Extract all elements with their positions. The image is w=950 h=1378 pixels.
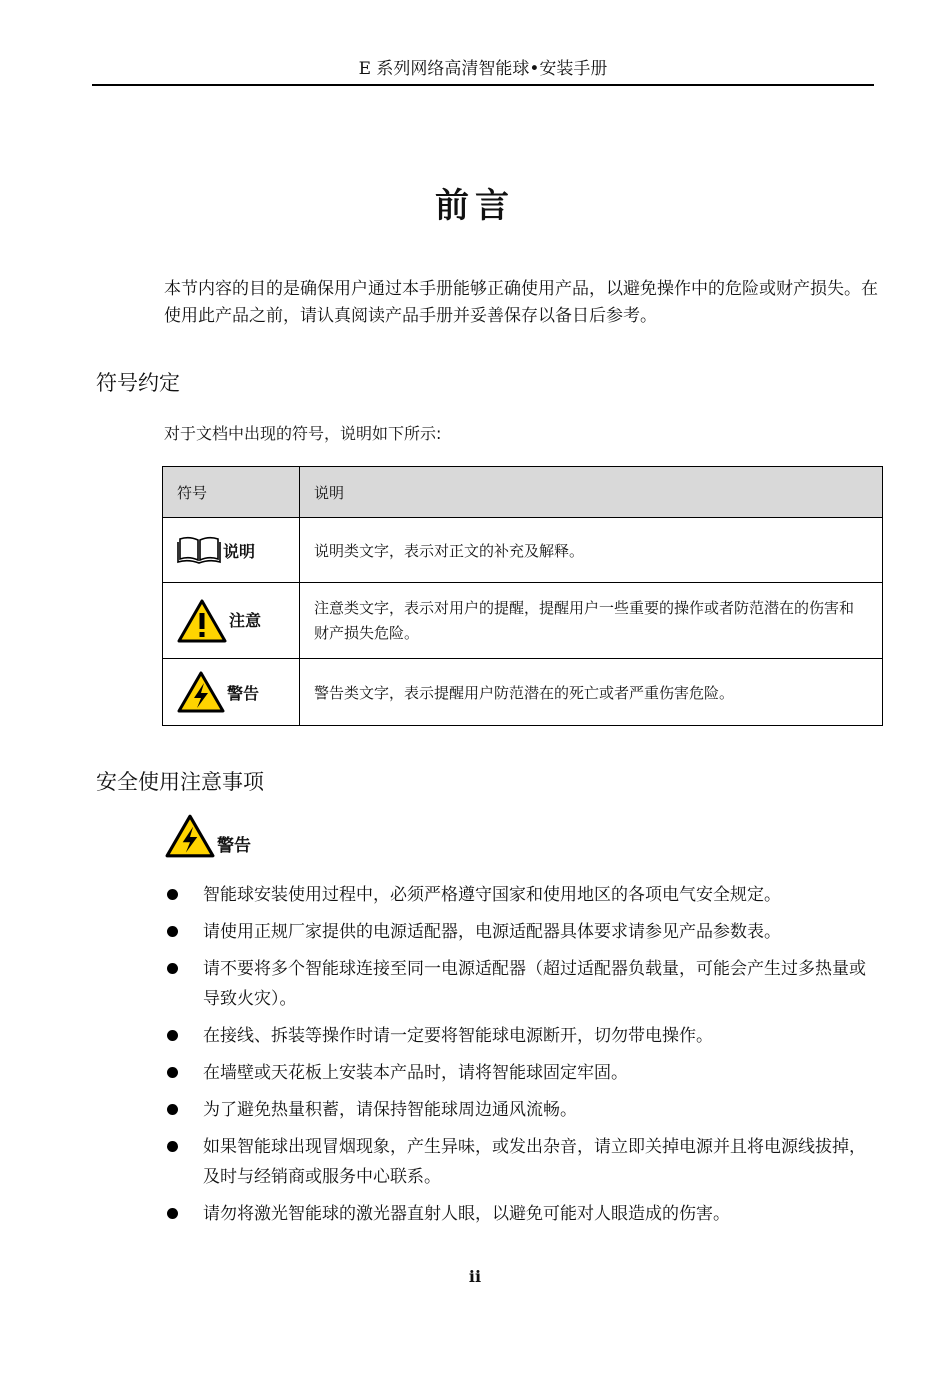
page-title: 前言 — [435, 186, 515, 226]
list-item: 在接线、拆装等操作时请一定要将智能球电源断开，切勿带电操作。 — [164, 1021, 880, 1051]
list-item: 请勿将激光智能球的激光器直射人眼，以避免可能对人眼造成的伤害。 — [164, 1199, 880, 1229]
table-row-warning — [163, 659, 883, 726]
warning-label: 警告 — [217, 836, 251, 856]
description-cell: 警告类文字，表示提醒用户防范潜在的死亡或者严重伤害危险。 — [300, 659, 883, 726]
description-cell: 说明类文字，表示对正文的补充及解释。 — [300, 518, 883, 583]
running-header — [92, 56, 874, 86]
safety-section-title: 安全使用注意事项 — [96, 770, 264, 794]
list-item: 如果智能球出现冒烟现象，产生异味，或发出杂音，请立即关掉电源并且将电源线拔掉，及时与经销商或服务中心联系。 — [164, 1132, 880, 1192]
table-row-note — [163, 518, 883, 583]
list-item: 在墙壁或天花板上安装本产品时，请将智能球固定牢固。 — [164, 1058, 880, 1088]
list-item: 请不要将多个智能球连接至同一电源适配器（超过适配器负载量，可能会产生过多热量或导致火灾）。 — [164, 954, 880, 1014]
symbol-label: 说明 — [223, 541, 256, 561]
list-item: 为了避免热量积蓄，请保持智能球周边通风流畅。 — [164, 1095, 880, 1125]
list-item: 请使用正规厂家提供的电源适配器，电源适配器具体要求请参见产品参数表。 — [164, 917, 880, 947]
caution-triangle-icon — [177, 599, 227, 643]
warning-callout — [165, 814, 251, 858]
list-item: 智能球安装使用过程中，必须严格遵守国家和使用地区的各项电气安全规定。 — [164, 880, 880, 910]
symbols-table — [162, 466, 883, 726]
page-number: ii — [468, 1267, 482, 1286]
electric-warning-icon — [177, 671, 225, 713]
column-header-symbol: 符号 — [163, 467, 300, 518]
symbol-cell — [163, 659, 300, 726]
header-title: 系列网络高清智能球•安装手册 — [370, 59, 608, 79]
symbol-cell — [163, 518, 300, 583]
description-cell: 注意类文字，表示对用户的提醒，提醒用户一些重要的操作或者防范潜在的伤害和财产损失危险。 — [300, 583, 883, 659]
symbols-section-title: 符号约定 — [96, 371, 180, 395]
symbol-cell — [163, 583, 300, 659]
electric-warning-icon — [165, 814, 215, 858]
table-header-row — [163, 467, 883, 518]
symbol-label: 警告 — [227, 683, 260, 703]
symbol-label: 注意 — [229, 611, 262, 630]
header-series-letter: E — [358, 59, 371, 79]
symbols-table-intro: 对于文档中出现的符号，说明如下所示: — [164, 424, 442, 443]
intro-paragraph: 本节内容的目的是确保用户通过本手册能够正确使用产品，以避免操作中的危险或财产损失。在使用此产品之前，请认真阅读产品手册并妥善保存以备日后参考。 — [164, 279, 878, 326]
book-icon — [177, 535, 221, 565]
safety-list — [164, 880, 880, 1236]
column-header-description: 说明 — [300, 467, 883, 518]
table-row-caution — [163, 583, 883, 659]
